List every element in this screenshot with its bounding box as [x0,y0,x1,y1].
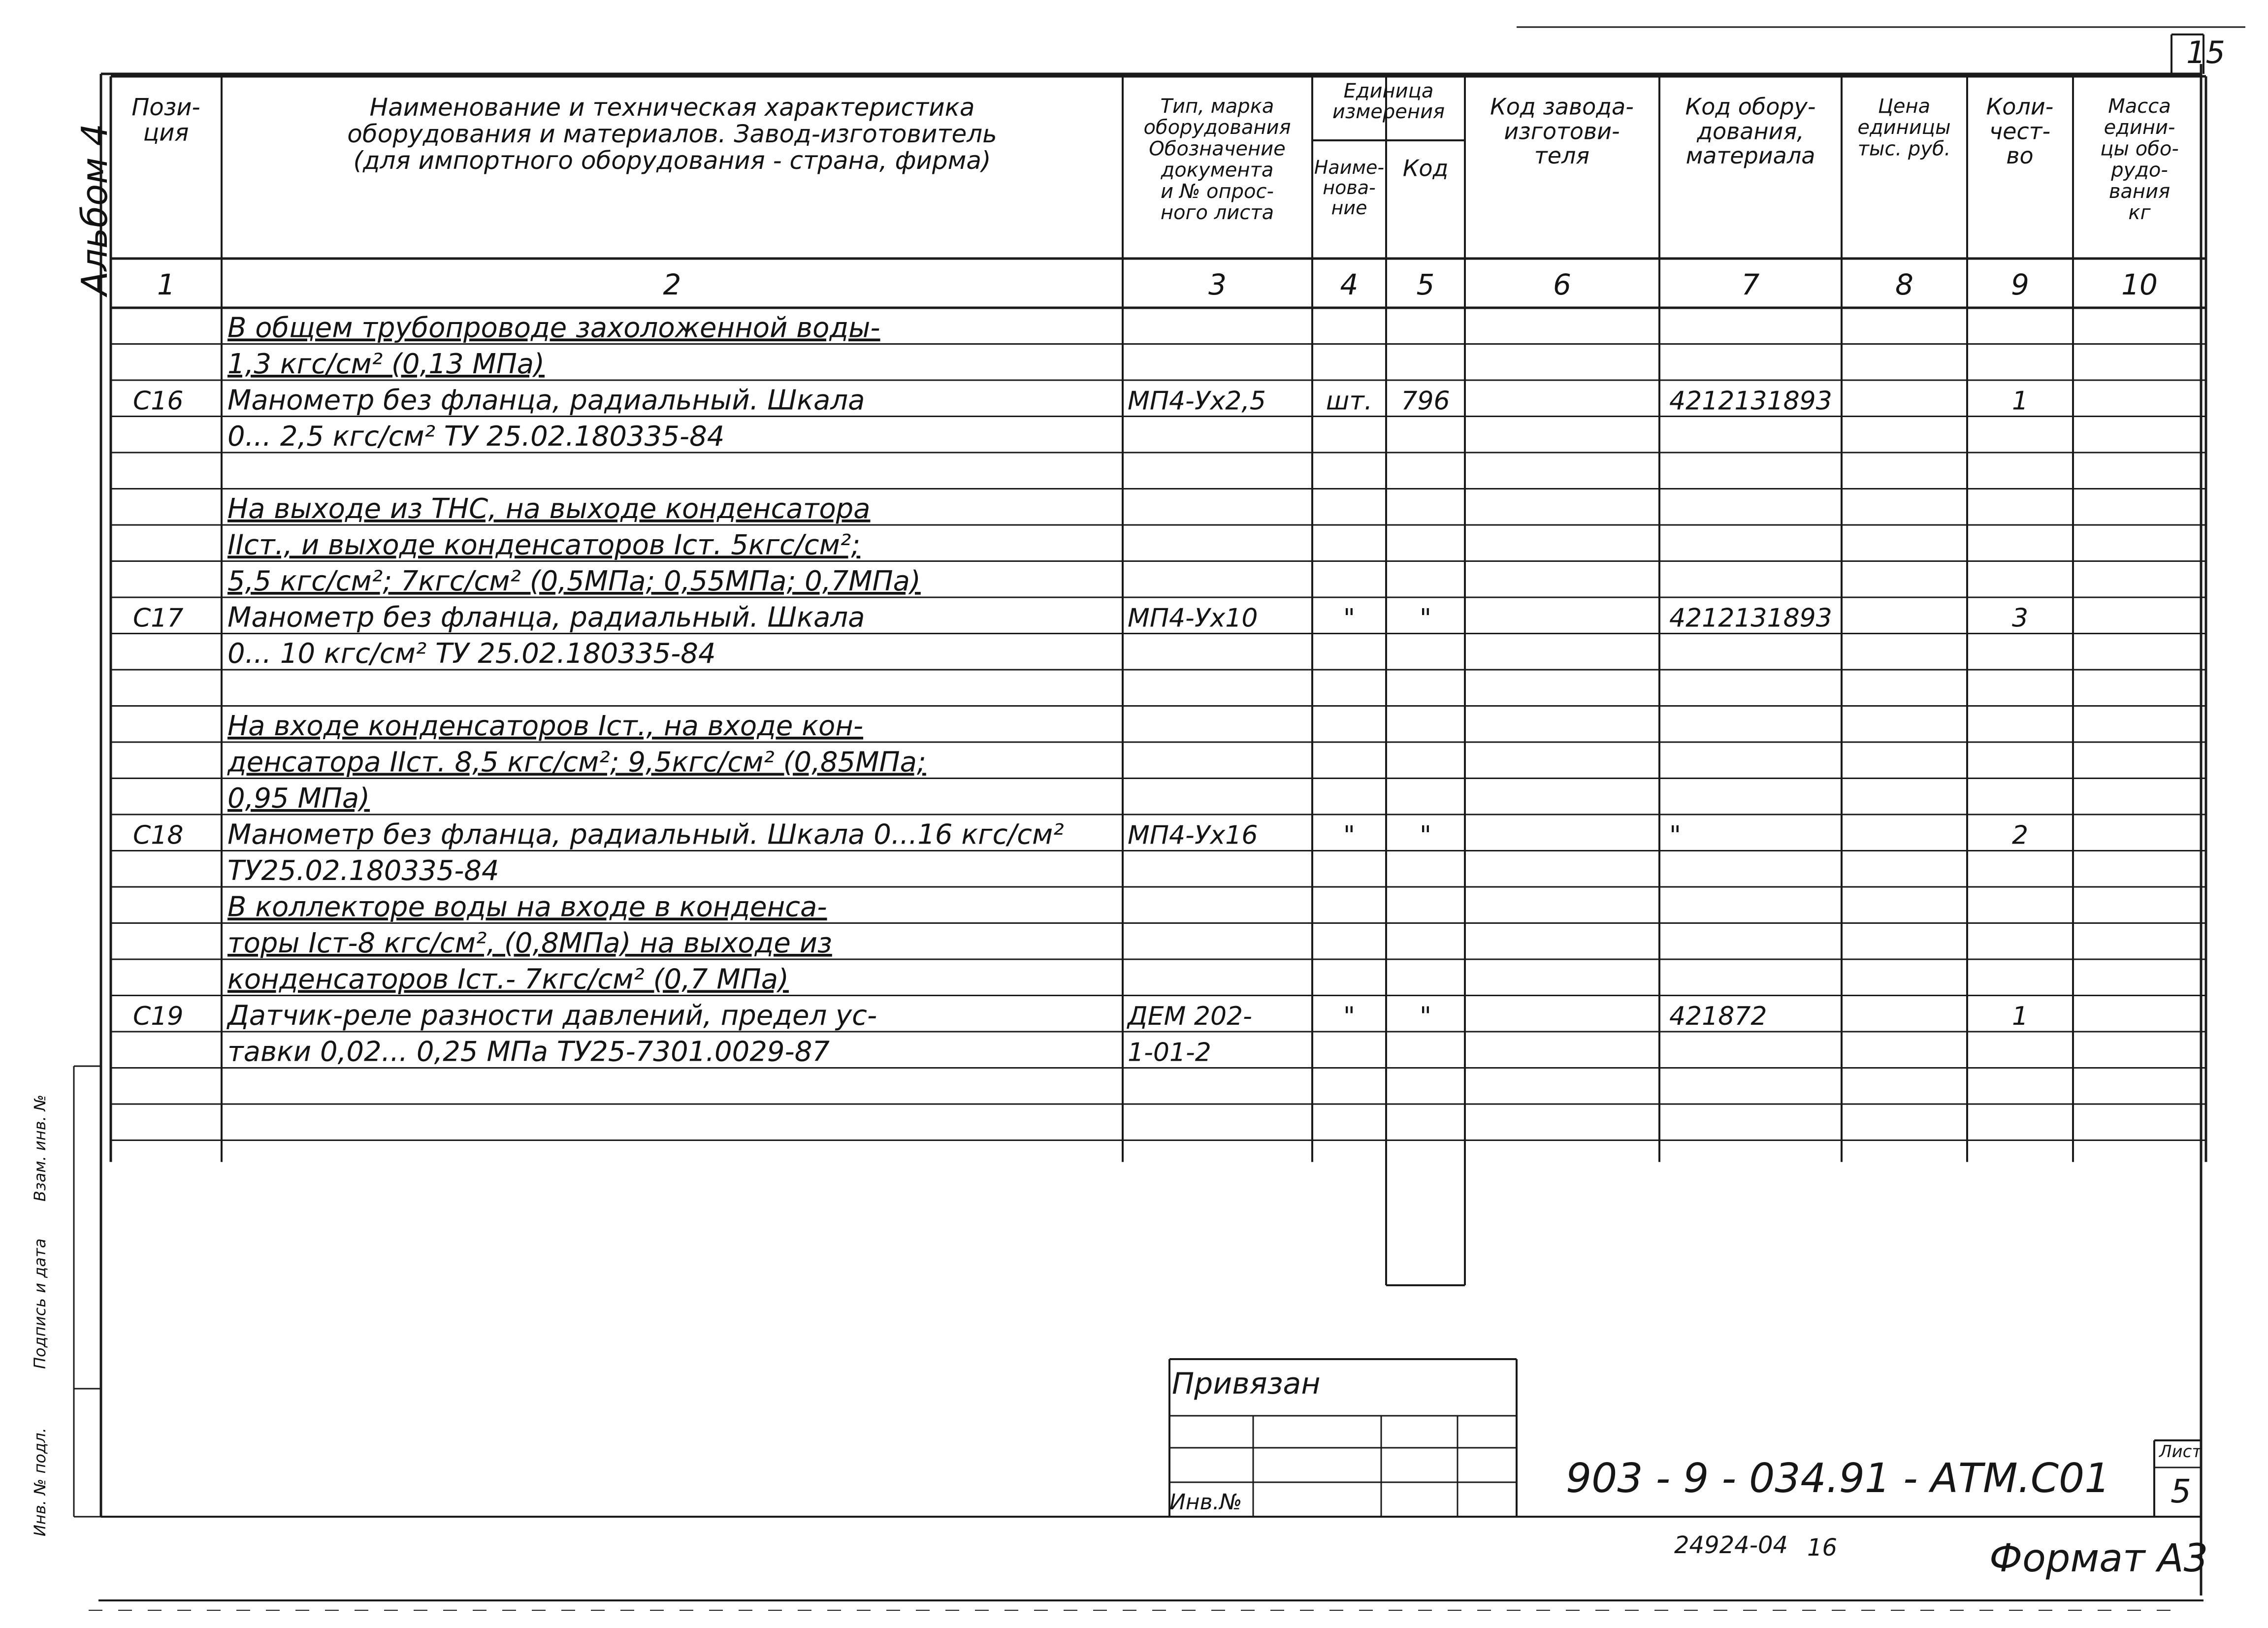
table-header-3: Тип, марка оборудования Обозначение документа и № опрос-ного листа [1143,95,1291,224]
column-number-10: 10 [2121,268,2158,301]
cell-type: ДЕМ 202- [1128,1002,1252,1031]
cell-name: Манометр без фланца, радиальный. Шкала [227,384,865,417]
cell-name: В коллекторе воды на входе в конденса- [227,891,827,923]
cell-equip: 4212131893 [1669,603,1832,633]
cell-qty: 2 [2011,820,2029,850]
table-header-unit-group: Единица измерения [1332,80,1445,123]
column-number-1: 1 [157,268,175,301]
cell-equip: " [1669,820,1681,850]
cell-unit: " [1343,820,1355,850]
margin-label-signature: Подпись и дата [31,1238,49,1369]
document-code: 903 - 9 - 034.91 - АТМ.С01 [1566,1455,2110,1502]
cell-code: " [1420,603,1431,633]
cell-name: IIст., и выходе конденсаторов Iст. 5кгс/см²; [227,529,861,561]
cell-type: МП4-Ух16 [1128,820,1258,850]
cell-name: 1,3 кгс/см² (0,13 МПа) [227,348,545,380]
cell-type: 1-01-2 [1128,1038,1211,1068]
column-number-4: 4 [1340,268,1359,301]
column-number-5: 5 [1416,268,1435,301]
cell-code: " [1420,820,1431,850]
margin-label-inv: Инв. № подл. [31,1428,49,1536]
cell-name: В общем трубопроводе захоложенной воды- [227,312,880,344]
column-number-2: 2 [663,268,681,301]
cell-name: ТУ25.02.180335-84 [227,855,499,887]
format-label: Формат А3 [1989,1536,2208,1581]
cell-unit: шт. [1326,386,1373,416]
cell-pos: С16 [133,386,184,416]
cell-code: " [1420,1002,1431,1031]
stamp-code: 24924-04 [1674,1531,1788,1559]
cell-name: денсатора IIст. 8,5 кгс/см²; 9,5кгс/см² (0,85МПа; [227,746,926,779]
title-inv-label: Инв.№ [1169,1490,1242,1515]
cell-name: Датчик-реле разности давлений, предел ус- [227,1000,877,1032]
cell-type: МП4-Ух10 [1128,603,1258,633]
cell-unit: " [1343,1002,1355,1031]
title-bound-label: Привязан [1172,1367,1321,1401]
table-header-2: Наименование и техническая характеристика оборудования и материалов. Завод-изготовитель (для импортного оборудования - страна, фирма) [347,93,997,175]
cell-name: На входе конденсаторов Iст., на входе кон- [227,710,864,742]
cell-equip: 4212131893 [1669,386,1832,416]
cell-name: 0... 10 кгс/см² ТУ 25.02.180335-84 [227,638,716,670]
column-number-9: 9 [2011,268,2029,301]
sheet-value: 5 [2171,1472,2191,1510]
table-header-8: Цена единицы тыс. руб. [1857,95,1951,161]
cell-code: 796 [1401,386,1450,416]
sheet-number-top: 15 [2186,34,2225,70]
table-header-5: Код [1402,155,1449,182]
cell-name: Манометр без фланца, радиальный. Шкала [227,601,865,634]
column-number-7: 7 [1741,268,1760,301]
cell-name: 0,95 МПа) [227,782,370,814]
table-header-4: Наиме-нова-ние [1314,156,1385,219]
table-header-7: Код обору-дования, материала [1685,93,1816,169]
cell-qty: 3 [2011,603,2029,633]
cell-pos: С19 [133,1002,184,1031]
table-header-6: Код завода-изготови-теля [1490,93,1634,169]
column-number-8: 8 [1895,268,1913,301]
table-header-10: Масса едини-цы обо-рудо-вания кг [2100,95,2179,224]
table-header-1: Пози-ция [131,93,200,147]
cell-pos: С17 [133,603,184,633]
sheet-label: Лист [2159,1442,2202,1462]
cell-name: 0... 2,5 кгс/см² ТУ 25.02.180335-84 [227,421,725,453]
table-header-9: Коли-чест-во [1986,93,2054,169]
cell-name: 5,5 кгс/см²; 7кгс/см² (0,5МПа; 0,55МПа; 0,7МПа) [227,565,921,597]
cell-qty: 1 [2011,386,2029,416]
cell-qty: 1 [2011,1002,2029,1031]
cell-equip: 421872 [1669,1002,1767,1031]
cell-unit: " [1343,603,1355,633]
cell-type: МП4-Ух2,5 [1128,386,1266,416]
cell-name: Манометр без фланца, радиальный. Шкала 0...16 кгс/см² [227,818,1064,851]
cell-name: тавки 0,02... 0,25 МПа ТУ25-7301.0029-87 [227,1036,830,1068]
side-album-label: Альбом 4 [74,123,115,295]
stamp-code-suffix: 16 [1807,1534,1838,1562]
column-number-6: 6 [1553,268,1571,301]
cell-name: конденсаторов Iст.- 7кгс/см² (0,7 МПа) [227,963,789,996]
cell-name: На выходе из ТНС, на выходе конденсатора [227,493,871,525]
column-number-3: 3 [1208,268,1227,301]
cell-name: торы Iст-8 кгс/см², (0,8МПа) на выходе из [227,927,832,959]
margin-label-replace: Взам. инв. № [31,1094,49,1202]
cell-pos: С18 [133,820,184,850]
